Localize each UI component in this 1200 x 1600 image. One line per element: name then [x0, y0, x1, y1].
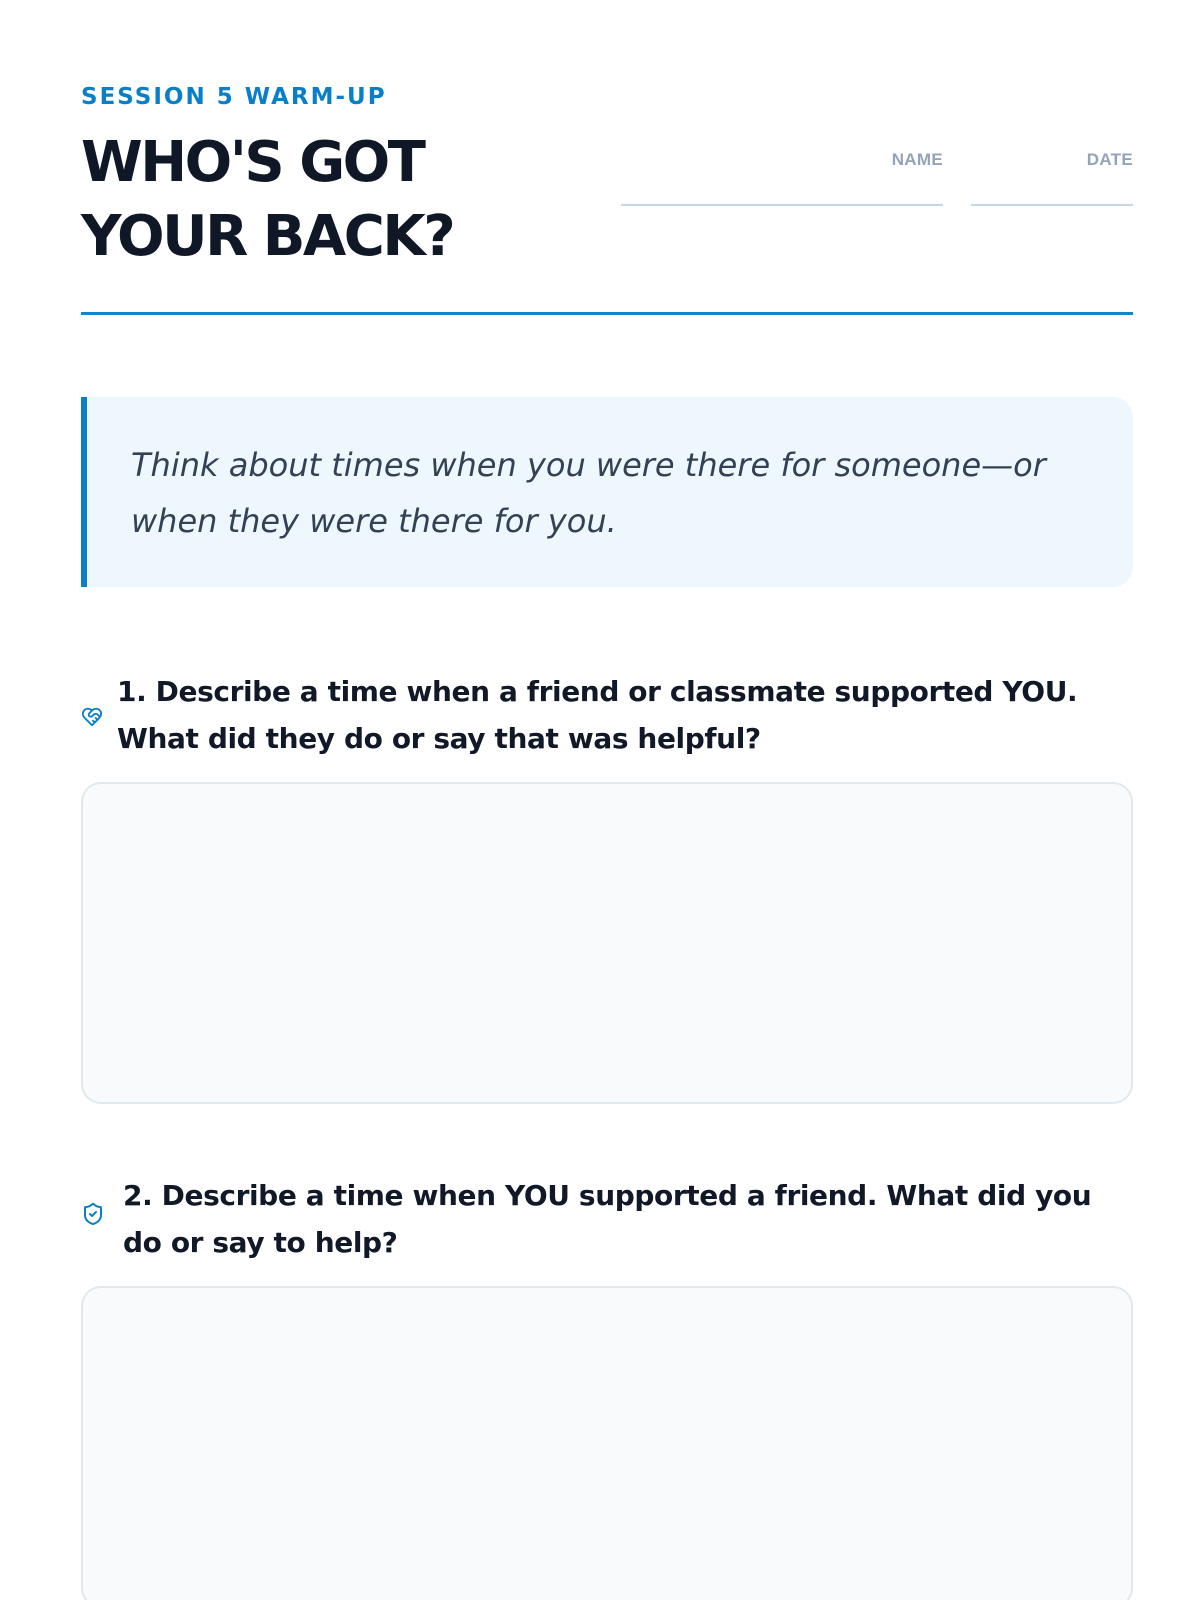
callout-line-2: when they were there for you.: [131, 502, 617, 540]
heart-handshake-icon: [81, 706, 103, 728]
title-line-2: YOUR BACK?: [81, 204, 454, 269]
answer-box-1[interactable]: [81, 782, 1133, 1104]
question-2-header: [81, 1172, 1133, 1266]
question-2-text: 2. Describe a time when YOU supported a friend. What did you do or say to help?: [123, 1179, 1092, 1259]
name-field[interactable]: [621, 146, 943, 206]
name-label: NAME: [891, 150, 943, 169]
worksheet-title: [81, 126, 453, 274]
date-label: DATE: [1086, 150, 1133, 169]
date-field[interactable]: [971, 146, 1133, 206]
question-2: [81, 1172, 1133, 1266]
prompt-callout: [81, 397, 1133, 587]
callout-text: [131, 437, 1089, 549]
question-1-text: 1. Describe a time when a friend or classmate supported YOU. What did they do or say that was helpful?: [117, 675, 1078, 755]
callout-line-1: Think about times when you were there for someone—or: [131, 446, 1046, 484]
worksheet-header: [81, 84, 1133, 314]
question-1-header: [81, 668, 1133, 762]
worksheet-page: [81, 0, 1133, 1600]
question-1: [81, 668, 1133, 762]
shield-check-icon: [81, 1202, 105, 1226]
name-date-fields: [621, 146, 1133, 206]
header-divider: [81, 312, 1133, 315]
title-line-1: WHO'S GOT: [81, 130, 424, 195]
answer-box-2[interactable]: [81, 1286, 1133, 1600]
session-label: SESSION 5 WARM-UP: [81, 84, 387, 110]
